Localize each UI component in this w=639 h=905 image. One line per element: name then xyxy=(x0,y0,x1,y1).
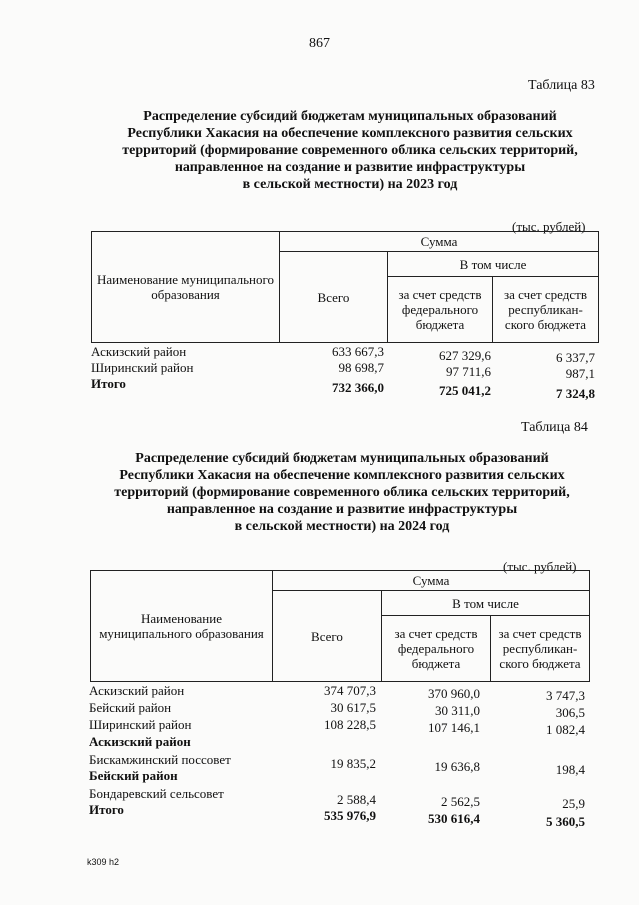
table-section-row xyxy=(89,768,589,784)
col-header-including: В том числе xyxy=(382,591,590,616)
table-84-header xyxy=(90,570,590,682)
row-name: Аскизский район xyxy=(89,683,185,698)
col-header-republic: за счет средств республикан-ского бюджета xyxy=(493,277,599,343)
row-total: 732 366,0 xyxy=(332,380,384,395)
row-total: 2 588,4 xyxy=(337,792,376,807)
row-total: 30 617,5 xyxy=(330,700,376,715)
row-name: Итого xyxy=(89,802,124,817)
col-header-name: Наименование муниципального образования xyxy=(92,232,280,343)
row-federal: 19 636,8 xyxy=(434,759,480,774)
row-federal: 530 616,4 xyxy=(428,811,480,826)
row-republic: 5 360,5 xyxy=(546,814,585,829)
row-total: 374 707,3 xyxy=(324,683,376,698)
table-83-label: Таблица 83 xyxy=(528,78,595,93)
table-row xyxy=(89,717,589,737)
row-republic: 306,5 xyxy=(555,705,585,720)
table-83-header xyxy=(91,231,599,343)
row-federal: 627 329,6 xyxy=(439,348,491,363)
title-line: Распределение субсидий бюджетам муниципальных образований xyxy=(143,109,557,124)
row-federal: 725 041,2 xyxy=(439,383,491,398)
col-header-name: Наименование муниципального образования xyxy=(91,571,273,682)
row-name: Ширинский район xyxy=(91,360,194,375)
col-header-total: Всего xyxy=(273,591,382,682)
row-total: 108 228,5 xyxy=(324,717,376,732)
title-line: Республики Хакасия на обеспечение комплексного развития сельских xyxy=(119,468,565,483)
row-name: Бейский район xyxy=(89,768,178,783)
row-total: 633 667,3 xyxy=(332,344,384,359)
row-name: Ширинский район xyxy=(89,717,192,732)
col-header-total: Всего xyxy=(280,252,388,343)
table-row xyxy=(89,700,589,720)
row-total: 98 698,7 xyxy=(338,360,384,375)
row-name: Бейский район xyxy=(89,700,172,715)
row-total: 535 976,9 xyxy=(324,808,376,823)
title-line: направленное на создание и развитие инфраструктуры xyxy=(166,502,518,517)
table-84-units: (тыс. рублей) xyxy=(503,559,577,574)
row-name: Аскизский район xyxy=(91,344,187,359)
title-line: Распределение субсидий бюджетам муниципальных образований xyxy=(135,451,549,466)
table-84-label: Таблица 84 xyxy=(521,420,588,435)
row-republic: 3 747,3 xyxy=(546,688,585,703)
row-name: Аскизский район xyxy=(89,734,191,749)
title-line: Республики Хакасия на обеспечение комплексного развития сельских xyxy=(127,126,573,141)
col-header-republic: за счет средств республикан-ского бюджета xyxy=(491,616,590,682)
footer-code: k309 h2 xyxy=(87,857,120,867)
col-header-federal: за счет средств федерального бюджета xyxy=(388,277,493,343)
row-republic: 987,1 xyxy=(565,366,595,381)
row-federal: 2 562,5 xyxy=(441,794,480,809)
page-number: 867 xyxy=(309,36,330,51)
row-name: Бондаревский сельсовет xyxy=(89,786,224,801)
title-line: направленное на создание и развитие инфраструктуры xyxy=(174,160,526,175)
row-federal: 97 711,6 xyxy=(445,364,491,379)
title-line: в сельской местности) на 2024 год xyxy=(234,519,450,534)
table-row xyxy=(91,344,599,365)
row-republic: 1 082,4 xyxy=(546,722,585,737)
col-header-including: В том числе xyxy=(388,252,599,277)
row-republic: 25,9 xyxy=(562,796,585,811)
col-header-sum: Сумма xyxy=(273,571,590,591)
row-name: Итого xyxy=(91,376,126,391)
row-federal: 107 146,1 xyxy=(428,720,480,735)
table-83-units: (тыс. рублей) xyxy=(512,219,586,234)
table-83-title xyxy=(90,108,610,193)
table-84-title xyxy=(82,450,602,535)
row-name: Бискамжинский поссовет xyxy=(89,752,231,767)
table-row xyxy=(89,683,589,703)
table-row-total xyxy=(89,802,589,829)
col-header-federal: за счет средств федерального бюджета xyxy=(382,616,491,682)
title-line: территорий (формирование современного облика сельских территорий, xyxy=(122,143,578,158)
col-header-sum: Сумма xyxy=(280,232,599,252)
row-republic: 198,4 xyxy=(555,762,585,777)
row-federal: 370 960,0 xyxy=(428,686,480,701)
title-line: территорий (формирование современного облика сельских территорий, xyxy=(114,485,570,500)
table-row-total xyxy=(91,376,599,401)
row-republic: 7 324,8 xyxy=(556,386,595,401)
row-total: 19 835,2 xyxy=(330,756,376,771)
table-row xyxy=(91,360,599,381)
row-federal: 30 311,0 xyxy=(434,703,480,718)
title-line: в сельской местности) на 2023 год xyxy=(242,177,458,192)
table-section-row xyxy=(89,734,589,750)
row-republic: 6 337,7 xyxy=(556,350,595,365)
